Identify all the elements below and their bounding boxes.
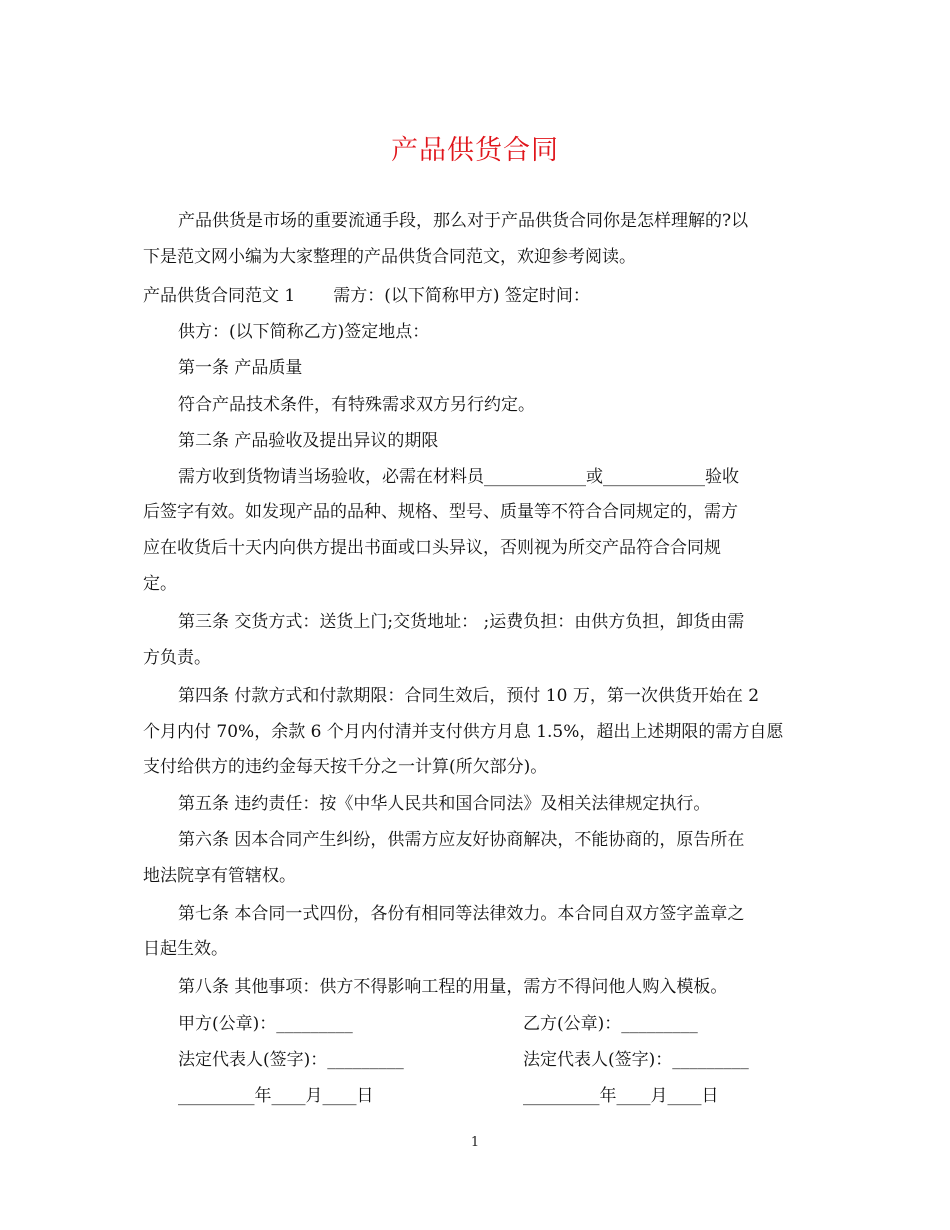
body-line: 支付给供方的违约金每天按千分之一计算(所欠部分)。 bbox=[143, 757, 548, 777]
contract-party-line: 需方：(以下简称甲方) 签定时间： bbox=[333, 286, 590, 306]
body-line: 日起生效。 bbox=[143, 939, 228, 959]
body-line: 供方：(以下简称乙方)签定地点： bbox=[178, 322, 430, 342]
body-line: 个月内付 70%，余款 6 个月内付清并支付供方月息 1.5%，超出上述期限的需方自愿 bbox=[143, 722, 784, 742]
body-line: 需方收到货物请当场验收，必需在材料员____________或____________验收 bbox=[178, 467, 739, 487]
party-a-representative: 法定代表人(签字)：_________ bbox=[178, 1050, 404, 1070]
party-b-representative: 法定代表人(签字)：_________ bbox=[523, 1050, 749, 1070]
intro-line: 下是范文网小编为大家整理的产品供货合同范文，欢迎参考阅读。 bbox=[143, 247, 636, 267]
party-b-seal: 乙方(公章)：_________ bbox=[523, 1014, 698, 1034]
body-line: 第七条 本合同一式四份，各份有相同等法律效力。本合同自双方签字盖章之 bbox=[178, 904, 745, 924]
party-b-date: _________年____月____日 bbox=[523, 1086, 719, 1106]
body-line: 后签字有效。如发现产品的品种、规格、型号、质量等不符合合同规定的，需方 bbox=[143, 502, 738, 522]
intro-line: 产品供货是市场的重要流通手段，那么对于产品供货合同你是怎样理解的?以 bbox=[178, 211, 749, 231]
body-line: 第五条 违约责任：按《中华人民共和国合同法》及相关法律规定执行。 bbox=[178, 794, 711, 814]
contract-label: 产品供货合同范文 1 bbox=[143, 286, 296, 306]
party-a-seal: 甲方(公章)：_________ bbox=[178, 1014, 353, 1034]
body-line: 应在收货后十天内向供方提出书面或口头异议，否则视为所交产品符合合同规 bbox=[143, 538, 721, 558]
body-line: 地法院享有管辖权。 bbox=[143, 866, 296, 886]
page-number: 1 bbox=[470, 1135, 480, 1150]
body-line: 第六条 因本合同产生纠纷，供需方应友好协商解决，不能协商的，原告所在 bbox=[178, 830, 745, 850]
body-line: 定。 bbox=[143, 574, 177, 594]
article-heading: 第一条 产品质量 bbox=[178, 358, 303, 378]
body-line: 方负责。 bbox=[143, 648, 211, 668]
body-line: 第四条 付款方式和付款期限：合同生效后，预付 10 万，第一次供货开始在 2 bbox=[178, 686, 760, 706]
contract-heading bbox=[143, 284, 590, 308]
body-line: 符合产品技术条件，有特殊需求双方另行约定。 bbox=[178, 395, 535, 415]
article-heading: 第二条 产品验收及提出异议的期限 bbox=[178, 431, 439, 451]
body-line: 第八条 其他事项：供方不得影响工程的用量，需方不得问他人购入模板。 bbox=[178, 977, 728, 997]
body-line: 第三条 交货方式：送货上门;交货地址： ;运费负担：由供方负担，卸货由需 bbox=[178, 612, 745, 632]
party-a-date: _________年____月____日 bbox=[178, 1086, 374, 1106]
document-title: 产品供货合同 bbox=[391, 135, 559, 166]
